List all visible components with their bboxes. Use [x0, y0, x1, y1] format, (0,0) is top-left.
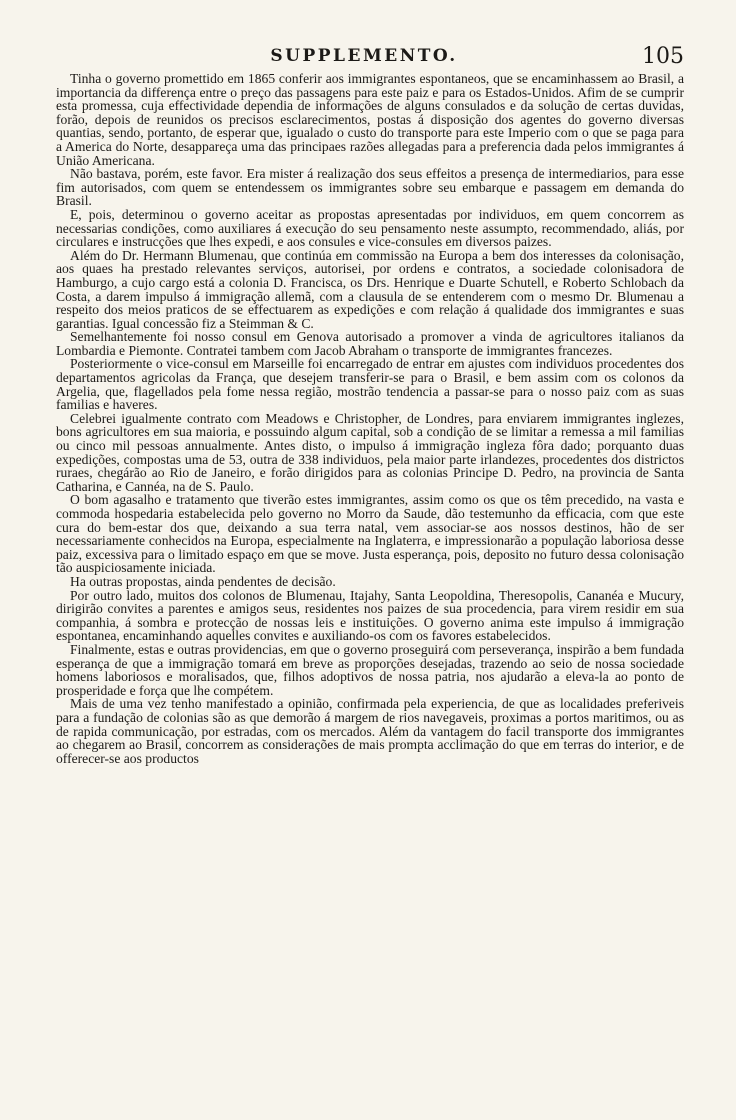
- document-body: [56, 72, 684, 765]
- paragraph: Além do Dr. Hermann Blumenau, que continúa em commissão na Europa a bem dos interesses da colonisação, aos quaes ha prestado relevantes serviços, autorisei, por ordens e contratos, a sociedade colonisadora de Hamburgo, a cujo cargo está a colonia D. Francisca, os Drs. Henrique e Duarte Schutell, e Roberto Schlobach da Costa, a darem impulso á immigração allemã, com a clausula de se entenderem com o mesmo Dr. Blumenau a respeito dos meios praticos de se effectuarem as expedições e com relação á qualidade dos immigrantes e suas garantias. Igual concessão fiz a Steimman & C.: [56, 247, 684, 331]
- page-header: [44, 44, 684, 70]
- paragraph: Semelhantemente foi nosso consul em Genova autorisado a promover a vinda de agricultores italianos da Lombardia e Piemonte. Contratei tambem com Jacob Abraham o transporte de immigrantes francezes.: [56, 329, 684, 358]
- paragraph: E, pois, determinou o governo aceitar as propostas apresentadas por individuos, em quem concorrem as necessarias condições, como auxiliares á execução do seu pensamento neste assumpto, recommendado, aliás, por circulares e instrucções que lhes expedi, e aos consules e vice-consules em diversos paizes.: [56, 206, 684, 250]
- paragraph: O bom agasalho e tratamento que tiverão estes immigrantes, assim como os que os têm precedido, na vasta e commoda hospedaria estabelecida pelo governo no Morro da Saude, dão testemunho da efficacia, com que este cura do bem-estar dos que, deixando a sua terra natal, vem associar-se aos nossos destinos, hão de ser necessariamente conhecidos na Europa, especialmente na Inglaterra, e impressionarão a população laboriosa desse paiz, excessiva para o limitado espaço em que se move. Justa esperança, pois, deposito no futuro dessa colonisação tão auspiciosamente iniciada.: [56, 492, 684, 576]
- running-title: SUPPLEMENTO.: [270, 46, 458, 66]
- paragraph: Não bastava, porém, este favor. Era mister á realização dos seus effeitos a presença de intermediarios, para esse fim autorisados, com quem se entendessem os immigrantes sobre seu embarque e passagem em demanda do Brasil.: [56, 166, 684, 209]
- page-number: 105: [642, 44, 684, 69]
- paragraph: Finalmente, estas e outras providencias, em que o governo proseguirá com perseverança, inspirão a bem fundada esperança de que a immigração tomará em breve as proporções desejadas, trazendo ao seio de nossa sociedade homens laboriosos e moralisados, que, filhos adoptivos de nossa patria, nos ajudarão a eleva-la ao ponto de prosperidade e força que lhe compétem.: [56, 641, 684, 698]
- paragraph: Por outro lado, muitos dos colonos de Blumenau, Itajahy, Santa Leopoldina, Theresopolis, Cananéa e Mucury, dirigirão convites a parentes e amigos seus, residentes nos paizes de sua procedencia, para virem residir em sua companhia, á sombra e protecção de nossas leis e instituições. O governo anima este impulso á immigração espontanea, encaminhando aquelles convites e auxiliando-os com os favores estabelecidos.: [56, 587, 684, 644]
- paragraph: Ha outras propostas, ainda pendentes de decisão.: [70, 573, 336, 589]
- paragraph: Tinha o governo promettido em 1865 conferir aos immigrantes espontaneos, que se encaminhassem ao Brasil, a importancia da differença entre o preço das passagens para este paiz e para os Estados-Unidos. Afim de se cumprir esta promessa, cuja effectividade dependia de informações de alguns consulados e da solução de certas duvidas, forão, depois de reunidos os precisos esclarecimentos, postas á disposição dos agentes do governo diversas quantias, sendo, portanto, de esperar que, igualado o custo do transporte para este Imperio com o que se paga para a America do Norte, desappareça uma das principaes razões allegadas para a preferencia dada pelos immigrantes á União Americana.: [56, 71, 684, 168]
- paragraph: Posteriormente o vice-consul em Marseille foi encarregado de entrar em ajustes com individuos procedentes dos departamentos agricolas da França, que desejem transferir-se para o Brasil, e bem assim com os colonos da Argelia, que, flagellados pela fome nessa região, mostrão tendencia a passar-se para o nosso paiz com as suas familias e haveres.: [56, 356, 684, 413]
- paragraph: Celebrei igualmente contrato com Meadows e Christopher, de Londres, para enviarem immigrantes inglezes, bons agricultores em sua maioria, e possuindo algum capital, sob a condição de se limitar a remessa a mil familias ou cinco mil pessoas annualmente. Antes disto, o impulso á immigração ingleza fôra dado; porquanto duas expedições, compostas uma de 53, outra de 338 individuos, pela maior parte irlandezes, procedentes dos districtos ruraes, chegárão ao Rio de Janeiro, e forão dirigidos para as colonias Principe D. Pedro, na provincia de Santa Catharina, e Cannéa, na de S. Paulo.: [56, 410, 684, 494]
- paragraph: Mais de uma vez tenho manifestado a opinião, confirmada pela experiencia, de que as localidades preferiveis para a fundação de colonias são as que demorão á margem de rios navegaveis, proximas a portos maritimos, ou as de rapida communicação, por estradas, com os mercados. Além da vantagem do facil transporte dos immigrantes ao chegarem ao Brasil, concorrem as considerações de mais prompta acclimação do que em terras do interior, e de offerecer-se aos productos: [56, 696, 684, 766]
